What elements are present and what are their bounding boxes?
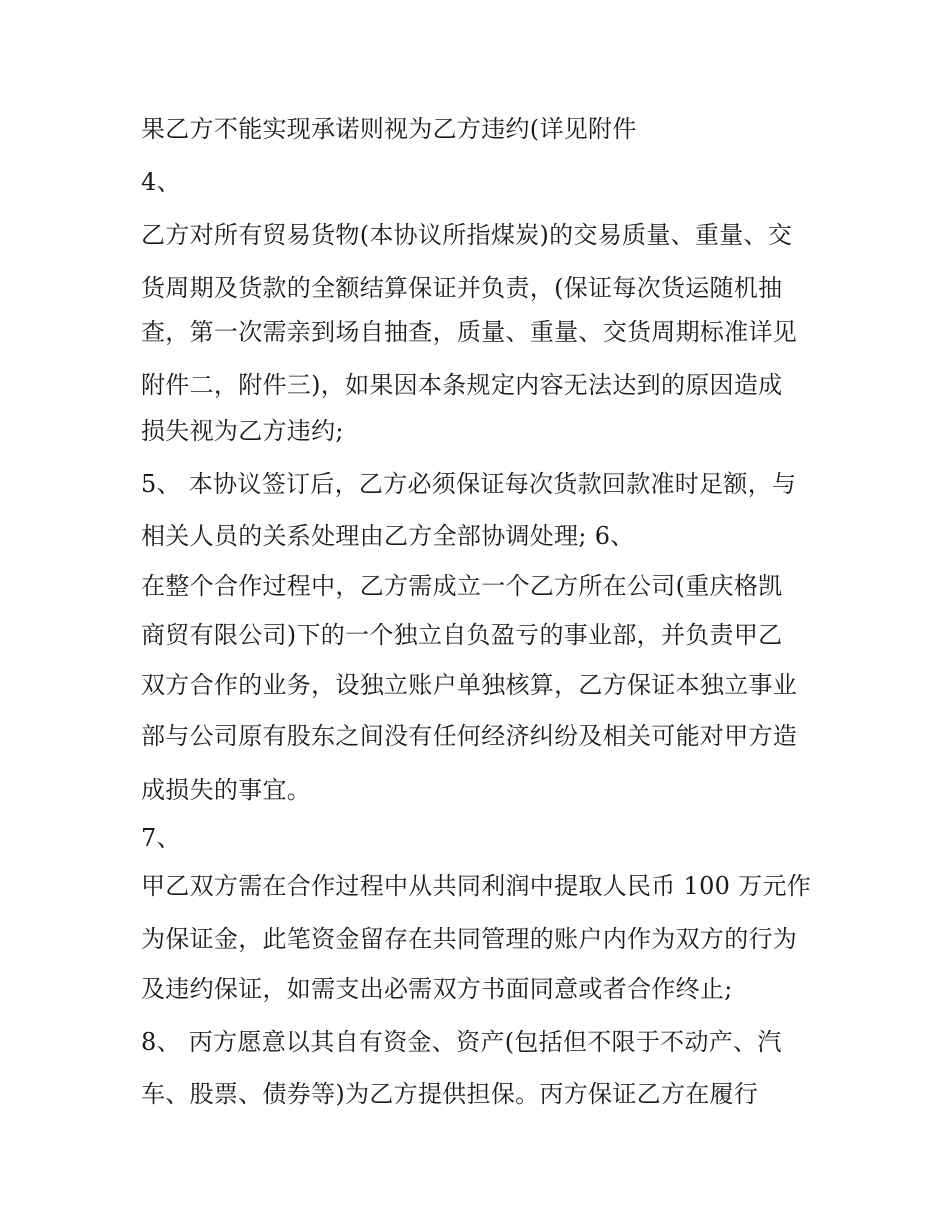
text-line: 成损失的事宜。 — [141, 776, 312, 804]
text-line: 在整个合作过程中，乙方需成立一个乙方所在公司(重庆格凯 — [141, 572, 783, 600]
text-line: 查，第一次需亲到场自抽查，质量、重量、交货周期标准详见 — [141, 318, 798, 346]
text-line: 8、 丙方愿意以其自有资金、资产(包括但不限于不动产、汽 — [141, 1028, 782, 1056]
text-line: 及违约保证，如需支出必需双方书面同意或者合作终止; — [141, 975, 733, 1003]
text-line: 相关人员的关系处理由乙方全部协调处理; 6、 — [141, 522, 635, 550]
text-line: 部与公司原有股东之间没有任何经济纠纷及相关可能对甲方造 — [141, 722, 798, 750]
text-line: 商贸有限公司)下的一个独立自负盈亏的事业部，并负责甲乙 — [141, 621, 783, 649]
text-line: 7、 — [141, 824, 181, 852]
text-line: 乙方对所有贸易货物(本协议所指煤炭)的交易质量、重量、交 — [141, 221, 793, 249]
text-line: 车、股票、债券等)为乙方提供担保。丙方保证乙方在履行 — [141, 1080, 759, 1108]
text-line: 附件二，附件三)，如果因本条规定内容无法达到的原因造成 — [141, 371, 783, 399]
text-line: 4、 — [141, 168, 181, 196]
text-line: 甲乙双方需在合作过程中从共同利润中提取人民币 100 万元作 — [141, 872, 812, 900]
text-line: 5、 本协议签订后，乙方必须保证每次货款回款准时足额，与 — [141, 470, 797, 498]
text-line: 损失视为乙方违约; — [141, 417, 344, 445]
text-line: 果乙方不能实现承诺则视为乙方违约(详见附件 — [141, 115, 637, 143]
text-line: 双方合作的业务，设独立账户单独核算，乙方保证本独立事业 — [141, 671, 798, 699]
text-line: 为保证金，此笔资金留存在共同管理的账户内作为双方的行为 — [141, 925, 798, 953]
text-line: 货周期及货款的全额结算保证并负责，(保证每次货运随机抽 — [141, 274, 783, 302]
